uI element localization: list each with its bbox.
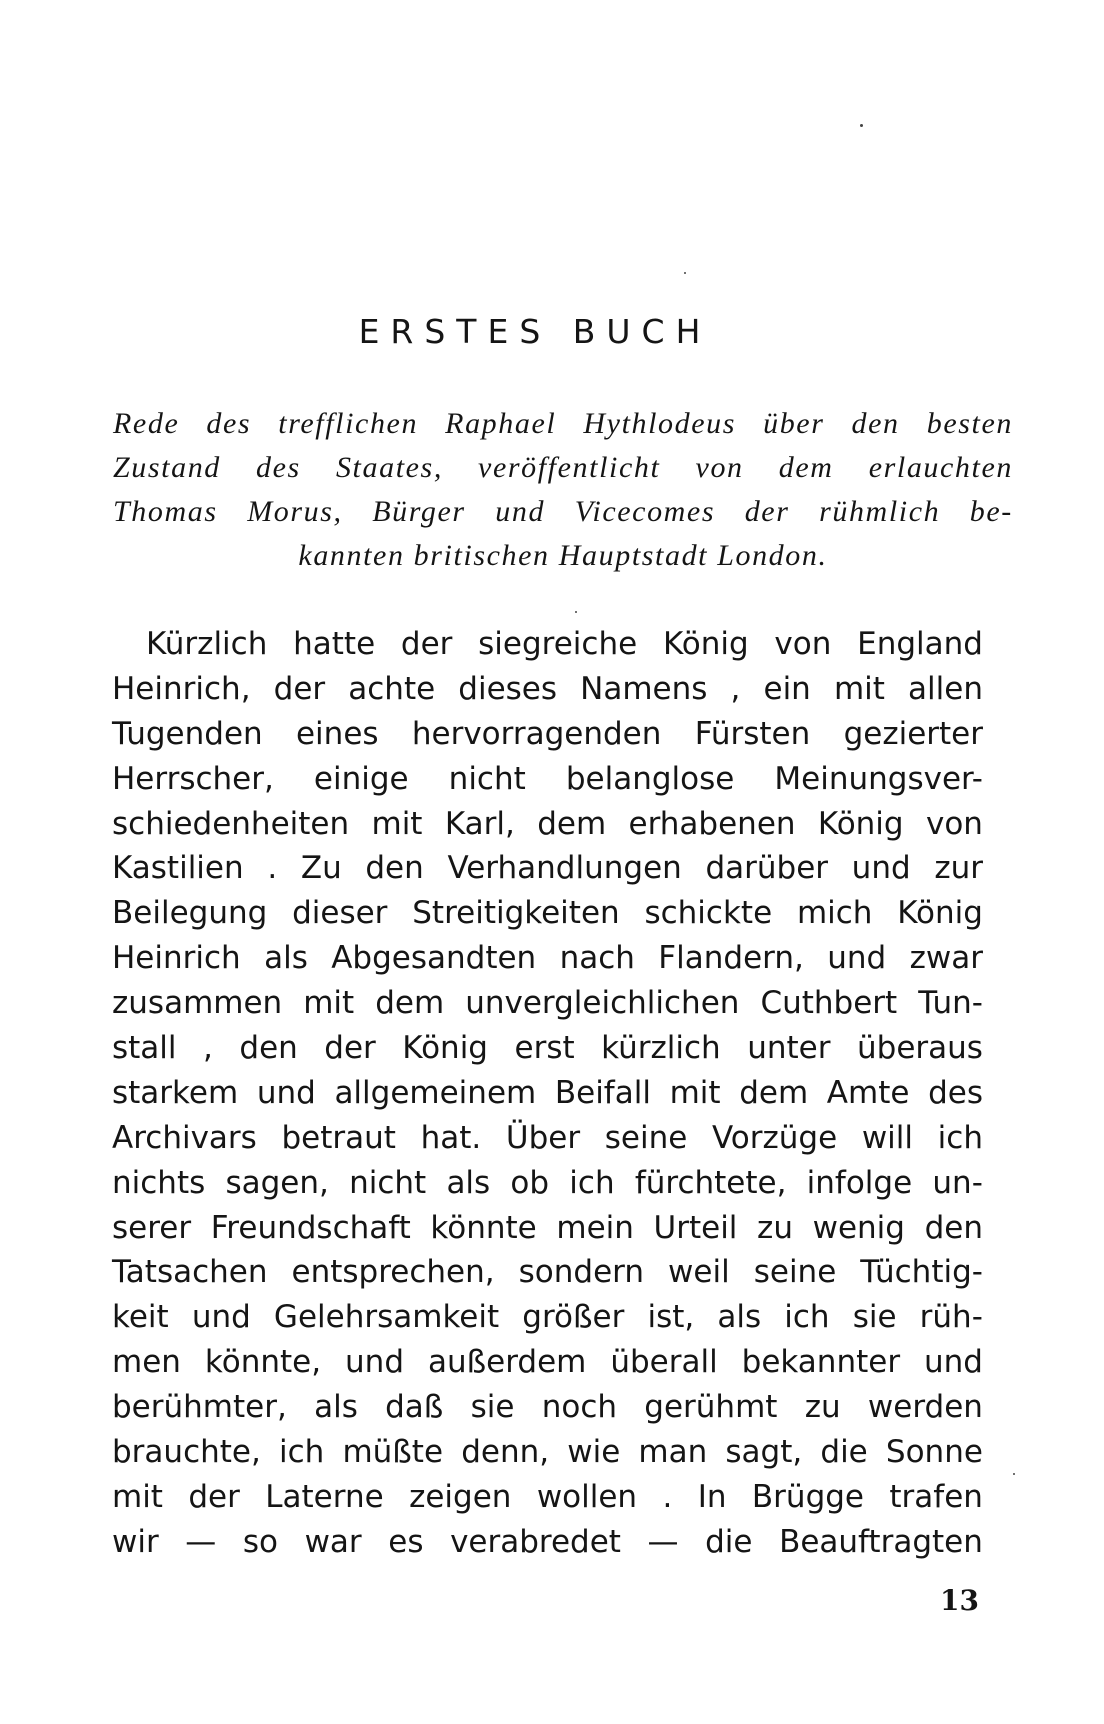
chapter-subtitle	[113, 402, 1013, 578]
body-text-line: Heinrich als Abgesandten nach Flandern, und zwar	[112, 940, 983, 977]
subtitle-line: kannten britischen Hauptstadt London.	[298, 539, 828, 572]
body-text-line: Heinrich, der achte dieses Namens , ein mit allen	[112, 670, 983, 707]
body-text-line: nichts sagen, nicht als ob ich fürchtete, infolge un-	[112, 1164, 983, 1201]
body-text-line: berühmter, als daß sie noch gerühmt zu werden	[112, 1389, 983, 1426]
body-text-line: schiedenheiten mit Karl, dem erhabenen König von	[112, 805, 983, 842]
paper-speck	[1013, 1473, 1015, 1475]
body-text-line: stall , den der König erst kürzlich unter überaus	[112, 1030, 983, 1067]
body-text-line: Kürzlich hatte der siegreiche König von England	[146, 626, 983, 662]
body-text-line: men könnte, und außerdem überall bekannter und	[112, 1344, 983, 1381]
body-text-line: mit der Laterne zeigen wollen . In Brügge trafen	[112, 1478, 983, 1515]
body-text-line: serer Freundschaft könnte mein Urteil zu wenig den	[112, 1209, 983, 1246]
body-text-line: wir — so war es verabredet — die Beauftragten	[112, 1523, 983, 1560]
body-text-line: zusammen mit dem unvergleichlichen Cuthbert Tun-	[112, 985, 983, 1022]
body-text-line: Herrscher, einige nicht belanglose Meinungsver-	[112, 760, 983, 797]
body-text-line: Tatsachen entsprechen, sondern weil seine Tüchtig-	[112, 1254, 983, 1291]
body-text-line: Tugenden eines hervorragenden Fürsten gezierter	[112, 715, 983, 752]
body-text-line: brauchte, ich müßte denn, wie man sagt, die Sonne	[112, 1434, 983, 1471]
body-text-line: Beilegung dieser Streitigkeiten schickte mich König	[112, 895, 983, 932]
paper-speck	[684, 272, 686, 274]
subtitle-line: Zustand des Staates, veröffentlicht von dem erlauchten	[113, 451, 1013, 484]
chapter-heading: ERSTES BUCH	[358, 312, 712, 351]
paper-speck	[575, 611, 577, 613]
body-text-line: starkem und allgemeinem Beifall mit dem Amte des	[112, 1074, 983, 1111]
page-number: 13	[940, 1584, 979, 1617]
subtitle-line: Thomas Morus, Bürger und Vicecomes der rühmlich be-	[113, 495, 1013, 528]
paper-speck	[860, 124, 863, 127]
body-text-line: keit und Gelehrsamkeit größer ist, als ich sie rüh-	[112, 1299, 983, 1336]
subtitle-line: Rede des trefflichen Raphael Hythlodeus über den besten	[113, 407, 1013, 440]
body-text-line: Kastilien . Zu den Verhandlungen darüber und zur	[112, 850, 983, 887]
body-text-line: Archivars betraut hat. Über seine Vorzüge will ich	[112, 1119, 983, 1156]
body-text	[112, 622, 983, 1565]
